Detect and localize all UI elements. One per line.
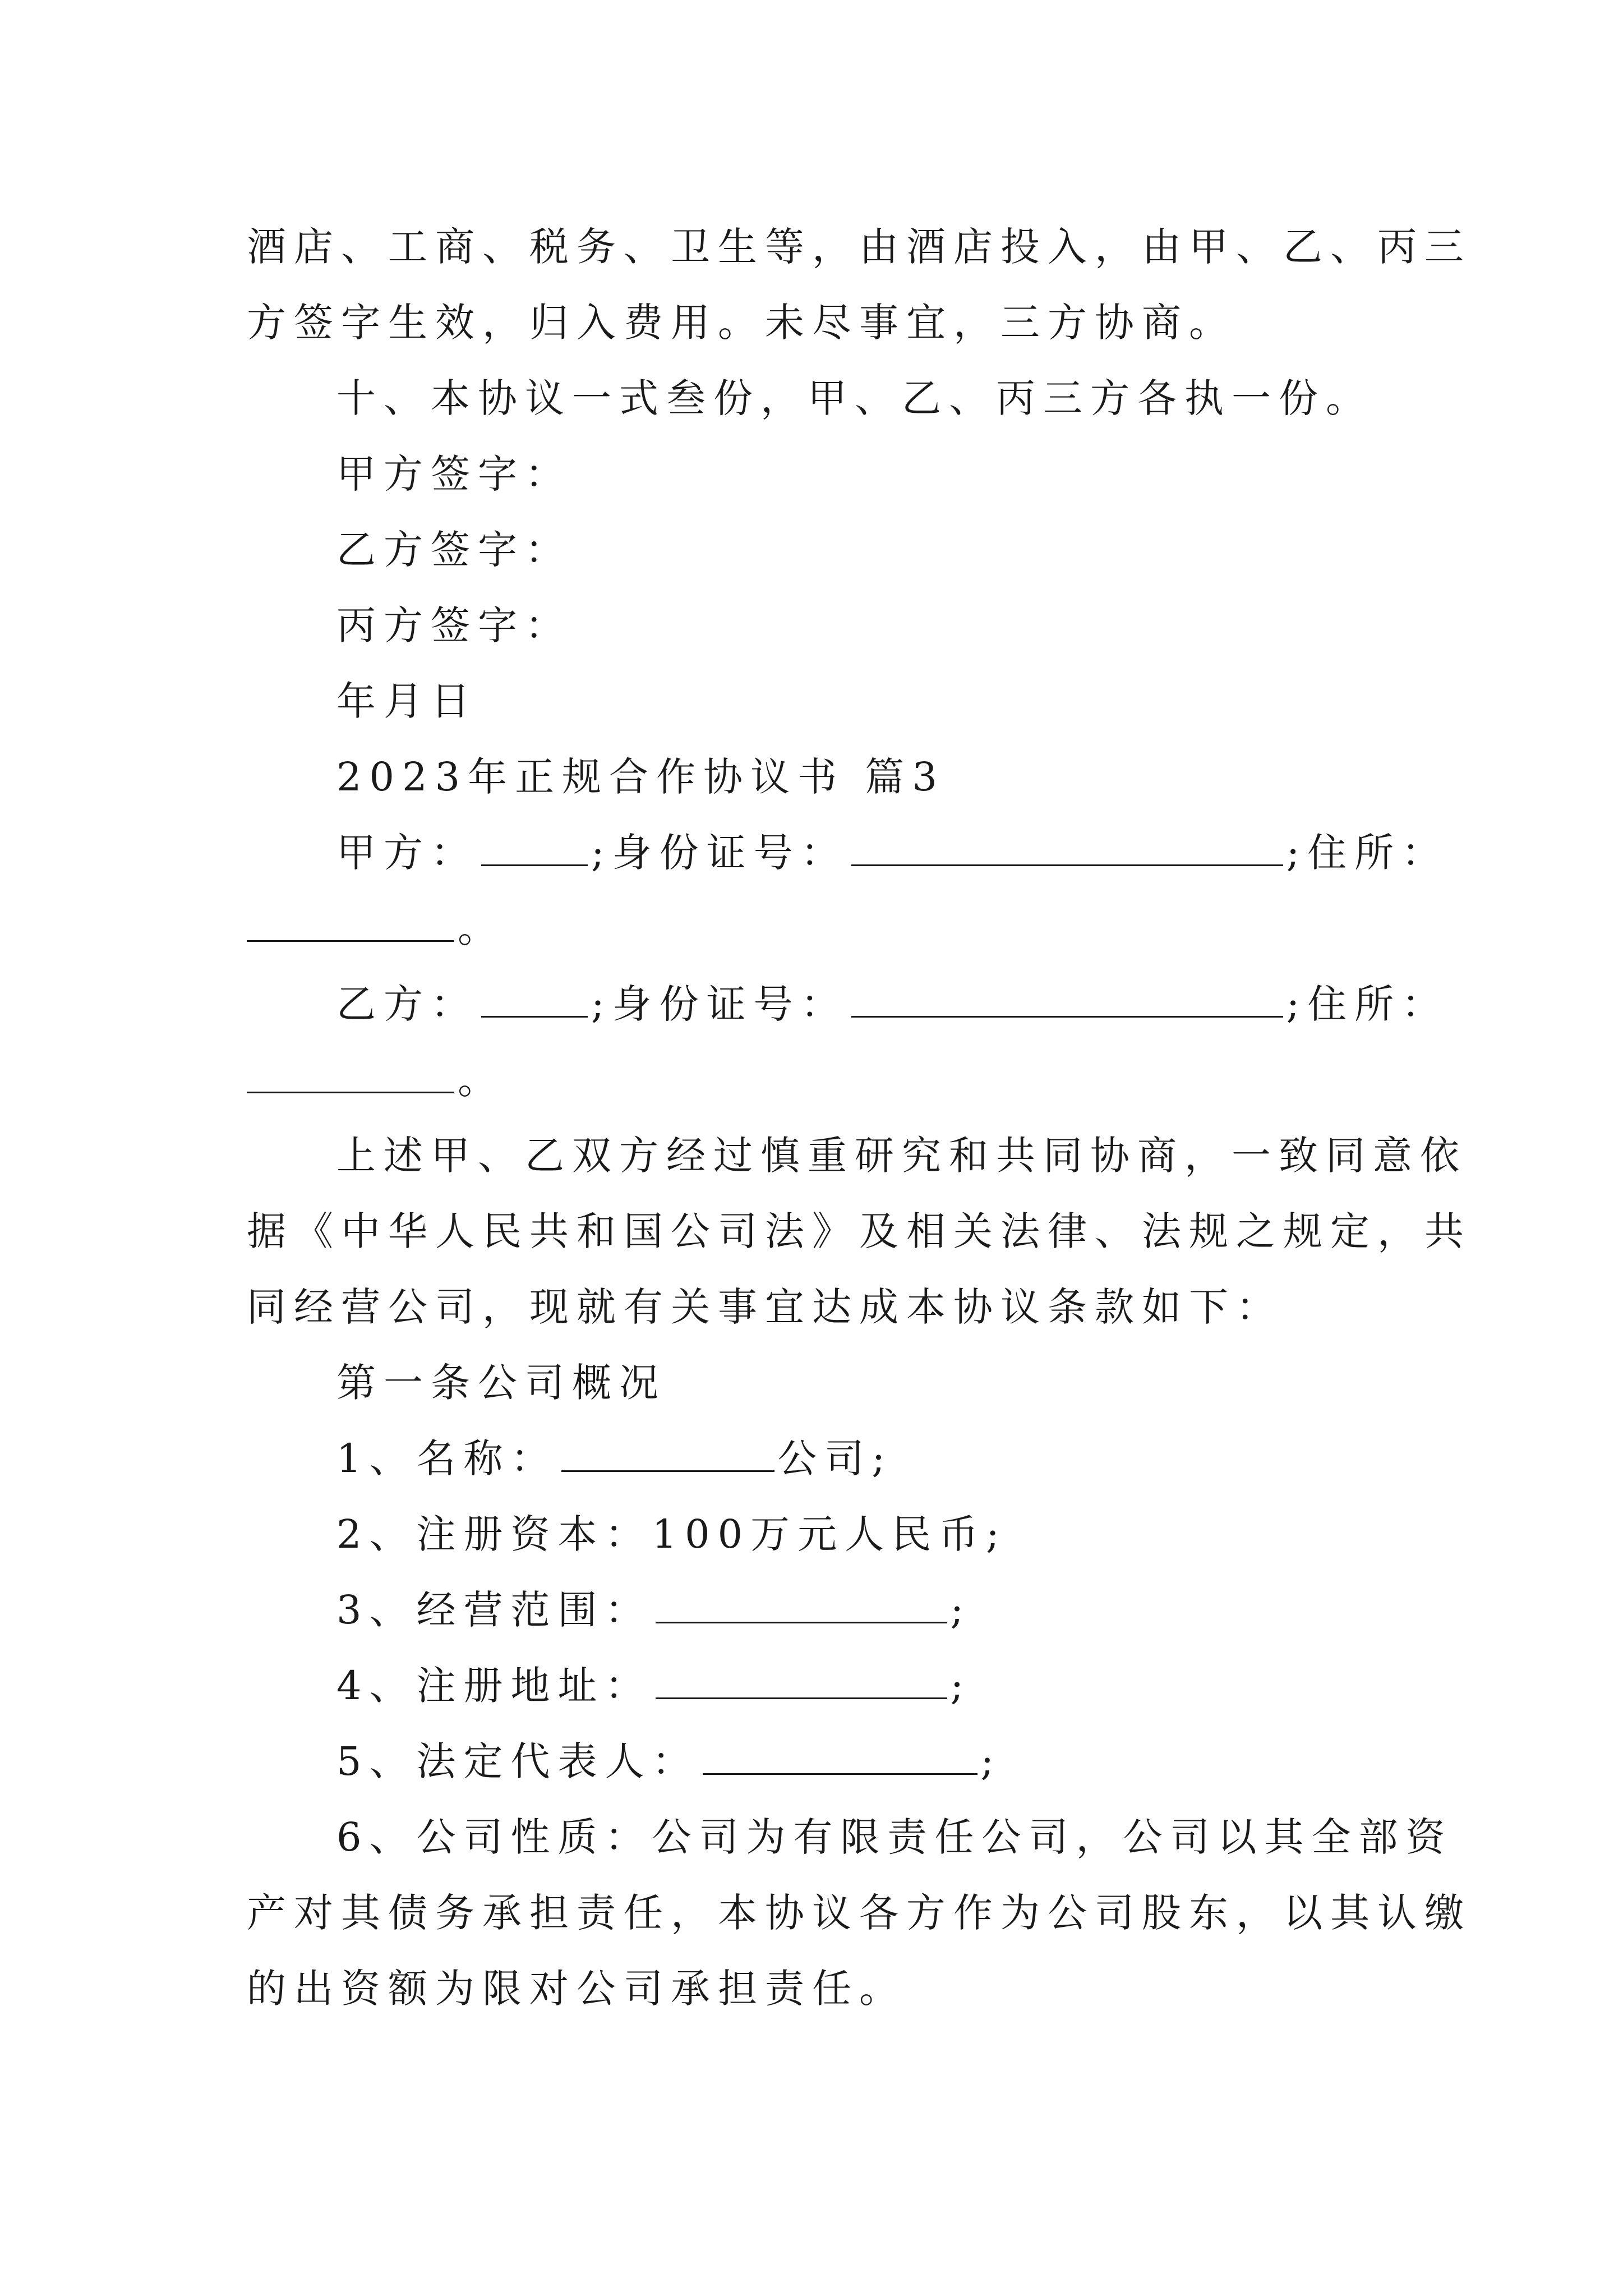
article-title: 第一条公司概况 — [336, 1360, 666, 1406]
semicolon: ; — [950, 1587, 972, 1633]
party-a-address-label: ;住所： — [1286, 830, 1449, 876]
party-a-id-label: ;身份证号： — [591, 830, 848, 876]
section-heading: 2023年正规合作协议书 篇3 — [336, 754, 945, 800]
party-b-id-blank[interactable] — [851, 982, 1283, 1018]
intro-line: 同经营公司，现就有关事宜达成本协议条款如下： — [247, 1284, 1283, 1330]
party-b-id-label: ;身份证号： — [591, 981, 848, 1027]
intro-line: 上述甲、乙双方经过慎重研究和共同协商，一致同意依 — [336, 1133, 1467, 1179]
party-b-signature-label: 乙方签字： — [336, 527, 572, 573]
company-nature-line: 6、公司性质：公司为有限责任公司，公司以其全部资 — [336, 1814, 1453, 1860]
paragraph-line: 酒店、工商、税务、卫生等，由酒店投入，由甲、乙、丙三 — [247, 224, 1472, 270]
semicolon: ; — [950, 1663, 972, 1709]
party-b-line — [336, 976, 1449, 1032]
legal-representative-line — [336, 1733, 1396, 1789]
date-label: 年月日 — [336, 678, 478, 724]
registered-address-blank[interactable] — [656, 1664, 947, 1699]
company-name-line — [336, 1430, 1396, 1487]
party-a-signature-label: 甲方签字： — [336, 451, 572, 497]
party-a-line — [336, 825, 1449, 881]
party-c-signature-label: 丙方签字： — [336, 602, 572, 648]
business-scope-line — [336, 1582, 1396, 1638]
business-scope-label: 3、经营范围： — [336, 1587, 652, 1633]
party-a-address-line — [247, 900, 1396, 956]
party-b-name-blank[interactable] — [481, 982, 588, 1018]
party-a-id-blank[interactable] — [851, 831, 1283, 866]
semicolon: ; — [980, 1738, 1002, 1784]
party-a-label: 甲方： — [336, 830, 478, 876]
company-name-suffix: 公司; — [777, 1435, 893, 1481]
company-nature-line: 产对其债务承担责任，本协议各方作为公司股东，以其认缴 — [247, 1890, 1472, 1936]
intro-line: 据《中华人民共和国公司法》及相关法律、法规之规定，共 — [247, 1208, 1472, 1254]
registered-capital: 2、注册资本：100万元人民币; — [336, 1511, 1007, 1557]
business-scope-blank[interactable] — [656, 1588, 947, 1623]
company-name-blank[interactable] — [561, 1437, 774, 1472]
party-a-address-blank[interactable] — [247, 907, 454, 942]
legal-representative-label: 5、法定代表人： — [336, 1738, 699, 1784]
period: 。 — [458, 905, 505, 951]
registered-address-label: 4、注册地址： — [336, 1663, 652, 1709]
party-b-address-line — [247, 1052, 1396, 1108]
company-nature-line: 的出资额为限对公司承担责任。 — [247, 1966, 906, 2012]
legal-representative-blank[interactable] — [703, 1740, 978, 1775]
party-b-address-label: ;住所： — [1286, 981, 1449, 1027]
registered-address-line — [336, 1658, 1396, 1714]
company-name-label: 1、名称： — [336, 1435, 558, 1481]
period: 。 — [458, 1057, 505, 1103]
clause-ten: 十、本协议一式叁份，甲、乙、丙三方各执一份。 — [336, 375, 1373, 421]
party-a-name-blank[interactable] — [481, 831, 588, 866]
paragraph-line: 方签字生效，归入费用。未尽事宜，三方协商。 — [247, 300, 1236, 346]
party-b-address-blank[interactable] — [247, 1058, 454, 1093]
party-b-label: 乙方： — [336, 981, 478, 1027]
